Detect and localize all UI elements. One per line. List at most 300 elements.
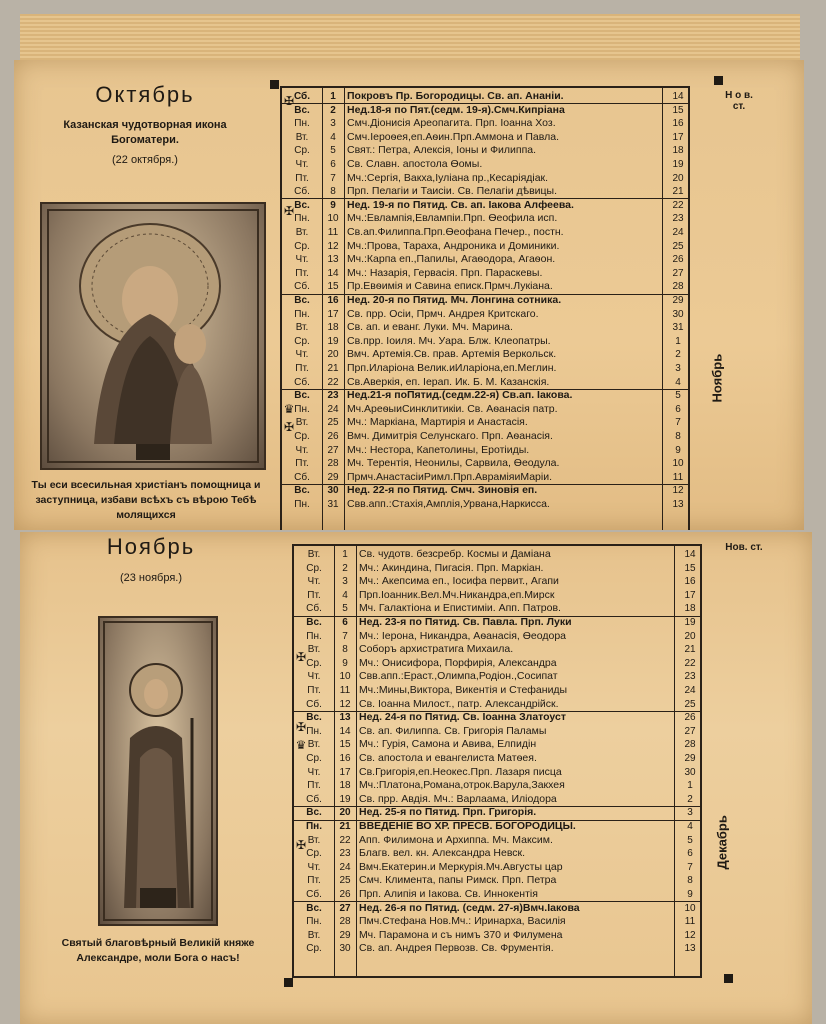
day-number-cell: 27 <box>339 902 351 914</box>
new-style-date-cell: 24 <box>684 685 696 696</box>
day-number-cell: 14 <box>339 725 351 737</box>
november-page <box>20 532 812 1024</box>
new-style-date-cell: 26 <box>684 712 696 724</box>
day-number-cell: 28 <box>339 916 351 928</box>
calendar-row <box>294 862 703 874</box>
weekday-cell: Пн. <box>306 630 322 642</box>
weekday-cell: Пт. <box>295 172 309 184</box>
saint-text-cell: Мч.: Акепсима еп., Іосифа первит., Агапи <box>359 576 559 588</box>
weekday-cell: Сб. <box>294 376 310 388</box>
saint-text-cell: Свв.апп.:Стахія,Амплія,Урвана,Наркисса. <box>347 499 550 510</box>
week-separator <box>294 616 700 617</box>
new-style-date-cell: 6 <box>675 403 681 415</box>
saint-text-cell: Мч. Терентія, Неонилы, Сарвила, Ѳеодула. <box>347 458 560 470</box>
corner-mark <box>724 974 733 983</box>
weekday-cell: Ср. <box>294 145 310 157</box>
calendar-row <box>294 767 703 779</box>
day-number-cell: 26 <box>327 431 339 442</box>
calendar-row <box>294 563 703 575</box>
new-style-date-cell: 7 <box>675 417 681 429</box>
saint-text-cell: Вмч. Димитрія Селунскаго. Прп. Аѳанасія. <box>347 431 553 442</box>
saint-text-cell: Св. ап. Филиппа. Св. Григорія Паламы <box>359 725 547 737</box>
saint-text-cell: Нед. 22-я по Пятид. Смч. Зиновія еп. <box>347 485 538 497</box>
day-number-cell: 5 <box>342 603 348 615</box>
weekday-cell: Вс. <box>294 104 310 116</box>
day-number-cell: 24 <box>339 861 351 873</box>
weekday-cell: Пт. <box>307 875 321 887</box>
calendar-row <box>294 712 703 724</box>
weekday-cell: Чт. <box>307 861 321 873</box>
new-style-date-cell: 8 <box>687 875 693 887</box>
day-number-cell: 7 <box>342 630 348 642</box>
calendar-row <box>294 753 703 765</box>
weekday-cell: Ср. <box>306 848 322 860</box>
saint-text-cell: Мч. Парамона и съ нимъ 370 и Филумена <box>359 929 563 941</box>
weekday-cell: Вс. <box>306 617 322 628</box>
day-number-cell: 31 <box>327 499 339 510</box>
cross-icon: ✠ <box>283 94 295 108</box>
new-style-date-cell: 14 <box>672 91 684 102</box>
saint-text-cell: Прп. Пелагіи и Таисіи. Св. Пелагіи дѣвицы. <box>347 186 557 198</box>
day-number-cell: 22 <box>327 376 339 388</box>
saint-text-cell: Св. ап. Андрея Первозв. Св. Фрументія. <box>359 943 554 955</box>
new-style-date-cell: 5 <box>687 834 693 846</box>
weekday-cell: Сб. <box>306 889 322 900</box>
calendar-row <box>294 726 703 738</box>
day-number-cell: 11 <box>327 227 339 238</box>
calendar-row <box>294 671 703 683</box>
saint-text-cell: Мч.:Сергія, Вакха,Іуліана пр.,Кесаріядіак. <box>347 172 549 184</box>
new-style-date-cell: 26 <box>672 254 684 266</box>
day-number-cell: 22 <box>339 834 351 846</box>
weekday-cell: Вт. <box>307 739 321 751</box>
calendar-row <box>294 699 703 711</box>
calendar-row <box>282 118 691 130</box>
new-style-date-cell: 17 <box>672 131 684 143</box>
cross-icon: ✠ <box>283 204 295 218</box>
saint-text-cell: Св. прр. Авдія. Мч.: Варлаама, Иліодора <box>359 793 557 805</box>
calendar-row <box>282 322 691 334</box>
weekday-cell: Пн. <box>305 821 322 832</box>
weekday-cell: Вс. <box>294 295 310 306</box>
calendar-row <box>282 309 691 321</box>
new-style-date-cell: 23 <box>672 213 684 225</box>
day-number-cell: 9 <box>330 199 336 211</box>
calendar-row <box>294 807 703 819</box>
weekday-cell: Вс. <box>294 485 310 497</box>
saint-text-cell: Мч.: Назарія, Гервасія. Прп. Параскевы. <box>347 267 543 279</box>
weekday-cell: Чт. <box>295 349 309 361</box>
weekday-cell: Сб. <box>293 91 311 102</box>
cross-icon: ✠ <box>295 838 307 852</box>
calendar-row <box>294 821 703 833</box>
calendar-row <box>282 281 691 293</box>
calendar-row <box>282 404 691 416</box>
day-number-cell: 4 <box>342 589 348 601</box>
new-style-date-cell: 4 <box>675 376 681 388</box>
new-style-date-cell: 25 <box>672 240 684 252</box>
day-number-cell: 28 <box>327 458 339 470</box>
november-prayer: Святый благовѣрный Великій княже Александре, моли Бога о насъ! <box>61 937 255 964</box>
day-number-cell: 17 <box>339 766 351 778</box>
day-number-cell: 20 <box>339 807 351 819</box>
new-style-date-cell: 1 <box>687 780 693 792</box>
calendar-row <box>282 431 691 443</box>
new-style-date-cell: 29 <box>684 753 696 764</box>
saint-text-cell: Покровъ Пр. Богородицы. Св. ап. Ананіи. <box>347 91 564 102</box>
calendar-row <box>282 485 691 497</box>
weekday-cell: Сб. <box>306 698 322 710</box>
new-style-date-cell: 17 <box>684 589 696 601</box>
day-number-cell: 26 <box>339 889 351 900</box>
calendar-row <box>282 213 691 225</box>
saint-text-cell: Нед. 24-я по Пятид. Св. Іоанна Златоуст <box>359 712 566 724</box>
weekday-cell: Ср. <box>294 240 310 252</box>
saint-text-cell: Нед.21-я поПятид.(седм.22-я) Св.ап. Іакова. <box>347 390 573 402</box>
weekday-cell: Вс. <box>294 199 310 211</box>
corner-mark <box>270 80 279 89</box>
new-style-date-cell: 7 <box>687 861 693 873</box>
new-style-date-cell: 14 <box>684 549 696 560</box>
weekday-cell: Сб. <box>306 603 322 615</box>
saint-text-cell: Свят.: Петра, Алексія, Іоны и Филиппа. <box>347 145 537 157</box>
calendar-row <box>282 377 691 389</box>
week-separator <box>282 294 688 295</box>
calendar-row <box>282 295 691 307</box>
week-separator <box>282 103 688 104</box>
saint-text-cell: Мч.: Маркіана, Мартирія и Анастасія. <box>347 417 528 429</box>
day-number-cell: 8 <box>342 644 348 656</box>
calendar-row <box>282 349 691 361</box>
weekday-cell: Чт. <box>295 444 309 456</box>
saint-text-cell: Св. Славн. апостола Ѳомы. <box>347 159 483 170</box>
new-style-date-cell: 2 <box>675 349 681 361</box>
october-feast-markers <box>282 90 300 520</box>
day-number-cell: 27 <box>327 444 339 456</box>
weekday-cell: Пт. <box>307 685 321 696</box>
calendar-row <box>282 254 691 266</box>
week-separator <box>294 820 700 821</box>
day-number-cell: 16 <box>327 295 339 306</box>
saint-text-cell: Нед.18-я по Пят.(седм. 19-я).Смч.Кипріана <box>347 104 565 116</box>
weekday-cell: Чт. <box>307 671 321 683</box>
day-number-cell: 14 <box>327 267 339 279</box>
saint-text-cell: Прп. Алипія и Іакова. Св. Иннокентія <box>359 889 538 900</box>
weekday-cell: Пн. <box>294 308 310 320</box>
day-number-cell: 3 <box>342 576 348 588</box>
saint-text-cell: ВВЕДЕНІЕ ВО ХР. ПРЕСВ. БОГОРОДИЦЫ. <box>359 821 576 832</box>
new-style-date-cell: 28 <box>672 281 684 293</box>
saint-text-cell: Мч.АреѳыиСинклитикіи. Св. Аѳанасія патр. <box>347 403 558 415</box>
november-feast-date: (23 ноября.) <box>119 572 183 584</box>
saint-text-cell: Свв.апп.:Ераст.,Олимпа,Родіон.,Сосипат <box>359 671 558 683</box>
saint-text-cell: Мч.: Гурія, Самона и Авива, Елпидін <box>359 739 537 751</box>
october-new-style-header: Н о в. ст. <box>725 90 753 112</box>
calendar-row <box>282 159 691 171</box>
weekday-cell: Пн. <box>306 725 322 737</box>
weekday-cell: Пт. <box>307 589 321 601</box>
day-number-cell: 11 <box>339 685 351 696</box>
saint-text-cell: Смч.Діонисія Ареопагита. Прп. Іоанна Хоз. <box>347 118 556 130</box>
weekday-cell: Сб. <box>294 281 310 293</box>
november-feast-markers <box>294 548 312 968</box>
calendar-row <box>282 241 691 253</box>
weekday-cell: Пн. <box>294 403 310 415</box>
weekday-cell: Чт. <box>307 576 321 588</box>
new-style-date-cell: 8 <box>675 431 681 442</box>
calendar-row <box>294 903 703 915</box>
calendar-row <box>282 227 691 239</box>
alexander-nevsky-drawing <box>100 618 216 924</box>
calendar-row <box>282 445 691 457</box>
weekday-cell: Пт. <box>295 363 309 374</box>
saint-text-cell: Мч.:Мины,Виктора, Викентія и Стефаниды <box>359 685 568 696</box>
saint-text-cell: Св.прр. Іоиля. Мч. Уара. Блж. Клеопатры. <box>347 335 551 347</box>
week-separator <box>282 484 688 485</box>
new-style-date-cell: 30 <box>672 308 684 320</box>
cross-icon: ✠ <box>283 420 295 434</box>
cross-icon: ✠ <box>295 650 307 664</box>
weekday-cell: Вт. <box>295 131 309 143</box>
new-style-date-cell: 18 <box>672 145 684 157</box>
saint-text-cell: Нед. 19-я по Пятид. Св. ап. Іакова Алфеева. <box>347 199 574 211</box>
kazan-icon-image <box>40 202 266 470</box>
saint-text-cell: Мч.:Карпа еп.,Папилы, Агаѳодора, Агаѳон. <box>347 254 556 266</box>
weekday-cell: Вс. <box>306 807 322 819</box>
saint-text-cell: Св. Іоанна Милост., патр. Александрійск. <box>359 698 559 710</box>
calendar-row <box>282 268 691 280</box>
weekday-cell: Ср. <box>294 431 310 442</box>
new-style-date-cell: 20 <box>684 630 696 642</box>
day-number-cell: 1 <box>342 549 348 560</box>
new-style-date-cell: 6 <box>687 848 693 860</box>
saint-text-cell: Св.ап.Филиппа.Прп.Ѳеофана Печер., постн. <box>347 227 564 238</box>
calendar-row <box>294 916 703 928</box>
new-style-date-cell: 10 <box>672 458 684 470</box>
saint-text-cell: Нед. 23-я по Пятид. Св. Павла. Прп. Луки <box>359 617 572 628</box>
day-number-cell: 5 <box>330 145 336 157</box>
calendar-row <box>294 658 703 670</box>
saint-text-cell: Св.Григорія,еп.Неокес.Прп. Лазаря писца <box>359 766 562 778</box>
day-number-cell: 8 <box>330 186 336 198</box>
calendar-row <box>282 336 691 348</box>
day-number-cell: 2 <box>330 104 336 116</box>
day-number-cell: 18 <box>339 780 351 792</box>
new-style-date-cell: 5 <box>675 390 681 402</box>
page-edge <box>20 14 800 60</box>
calendar-row <box>282 132 691 144</box>
calendar-row <box>282 186 691 198</box>
weekday-cell: Вт. <box>295 322 309 334</box>
calendar-row <box>282 417 691 429</box>
saint-text-cell: Св. ап. и еванг. Луки. Мч. Марина. <box>347 322 513 334</box>
saint-text-cell: Мч.:Платона,Романа,отрок.Варула,Закхея <box>359 780 565 792</box>
saint-text-cell: Нед. 26-я по Пятид. (седм. 27-я)Вмч.Іакова <box>359 902 580 914</box>
new-style-date-cell: 16 <box>684 576 696 588</box>
weekday-cell: Сб. <box>294 471 310 483</box>
week-separator <box>294 806 700 807</box>
calendar-row <box>294 603 703 615</box>
day-number-cell: 3 <box>330 118 336 130</box>
saint-text-cell: Нед. 20-я по Пятид. Мч. Лонгина сотника. <box>347 295 562 306</box>
calendar-row <box>282 91 691 103</box>
weekday-cell: Чт. <box>295 254 309 266</box>
october-page <box>14 60 804 530</box>
calendar-row <box>294 930 703 942</box>
calendar-row <box>294 617 703 629</box>
day-number-cell: 21 <box>327 363 339 374</box>
new-style-date-cell: 9 <box>687 889 693 900</box>
saint-text-cell: Пр.Евѳимія и Савина еписк.Прмч.Лукіана. <box>347 281 553 293</box>
new-style-date-cell: 20 <box>672 172 684 184</box>
weekday-cell: Вт. <box>295 227 309 238</box>
weekday-cell: Ср. <box>306 657 322 669</box>
day-number-cell: 13 <box>327 254 339 266</box>
calendar-row <box>294 590 703 602</box>
calendar-row <box>282 458 691 470</box>
calendar-row <box>294 549 703 561</box>
weekday-cell: Вс. <box>294 390 310 402</box>
new-style-date-cell: 30 <box>684 766 696 778</box>
new-style-date-cell: 23 <box>684 671 696 683</box>
saint-text-cell: Мч.: Онисифора, Порфирія, Александра <box>359 657 557 669</box>
saint-text-cell: Апп. Филимона и Архиппа. Мч. Максим. <box>359 834 553 846</box>
new-style-date-cell: 11 <box>684 916 696 928</box>
weekday-cell: Чт. <box>307 766 321 778</box>
saint-text-cell: Смч. Климента, папы Римск. Прп. Петра <box>359 875 557 887</box>
day-number-cell: 7 <box>330 172 336 184</box>
week-separator <box>282 198 688 199</box>
week-separator <box>282 389 688 390</box>
calendar-row <box>294 685 703 697</box>
october-icon-caption: Казанская чудотворная икона Богоматери. <box>63 119 227 146</box>
weekday-cell: Пн. <box>294 213 310 225</box>
day-number-cell: 13 <box>339 712 351 724</box>
day-number-cell: 6 <box>330 159 336 170</box>
saint-text-cell: Мч.:Прова, Тараха, Андроника и Доминики. <box>347 240 560 252</box>
saint-text-cell: Мч. Галактіона и Епистиміи. Апп. Патров. <box>359 603 561 615</box>
day-number-cell: 1 <box>330 91 336 102</box>
new-style-date-cell: 28 <box>684 739 696 751</box>
weekday-cell: Вт. <box>307 834 321 846</box>
day-number-cell: 24 <box>327 403 339 415</box>
new-style-date-cell: 4 <box>687 821 693 832</box>
october-new-month-label: Ноябрь <box>709 353 725 403</box>
weekday-cell: Пн. <box>294 118 310 130</box>
day-number-cell: 4 <box>330 131 336 143</box>
new-style-date-cell: 21 <box>672 186 684 198</box>
saint-text-cell: Соборъ архистратига Михаила. <box>359 644 514 656</box>
weekday-cell: Ср. <box>294 335 310 347</box>
saint-text-cell: Прп.Иларіона Велик.иИларіона,еп.Меглин. <box>347 363 557 374</box>
new-style-date-cell: 10 <box>684 902 696 914</box>
day-number-cell: 16 <box>339 753 351 764</box>
crown-icon: ♛ <box>295 738 307 752</box>
day-number-cell: 19 <box>327 335 339 347</box>
calendar-row <box>294 644 703 656</box>
calendar-row <box>282 390 691 402</box>
day-number-cell: 12 <box>339 698 351 710</box>
weekday-cell: Ср. <box>306 562 322 574</box>
calendar-row <box>294 889 703 901</box>
saint-text-cell: Прмч.АнастасіиРимл.Прп.АвраміяиМаріи. <box>347 471 553 483</box>
october-prayer: Ты еси всесильная христіанъ помощница и заступница, избави всѣхъ съ вѣрою Тебѣ молящихся <box>31 479 261 521</box>
cross-icon: ✠ <box>295 720 307 734</box>
saint-text-cell: Св. апостола и евангелиста Матѳея. <box>359 753 537 764</box>
october-feast-date: (22 октября.) <box>112 154 178 166</box>
day-number-cell: 29 <box>327 471 339 483</box>
day-number-cell: 6 <box>342 617 348 628</box>
saint-text-cell: Мч.: Нестора, Капетолины, Еротіиды. <box>347 444 530 456</box>
new-style-date-cell: 18 <box>684 603 696 615</box>
november-calendar-grid <box>292 544 702 978</box>
day-number-cell: 10 <box>327 213 339 225</box>
weekday-cell: Пт. <box>307 780 321 792</box>
saint-text-cell: Мч.:Евлампія,Евлампіи.Прп. Ѳеофила исп. <box>347 213 558 225</box>
weekday-cell: Ср. <box>306 753 322 764</box>
weekday-cell: Чт. <box>295 159 309 170</box>
weekday-cell: Пн. <box>306 916 322 928</box>
weekday-cell: Сб. <box>294 186 310 198</box>
new-style-date-cell: 3 <box>675 363 681 374</box>
weekday-cell: Вт. <box>307 549 321 560</box>
calendar-row <box>282 105 691 117</box>
new-style-date-cell: 3 <box>687 807 693 819</box>
corner-mark <box>284 978 293 987</box>
weekday-cell: Вт. <box>295 417 309 429</box>
new-style-date-cell: 19 <box>684 617 696 628</box>
day-number-cell: 2 <box>342 562 348 574</box>
weekday-cell: Пт. <box>295 458 309 470</box>
november-new-month-label: Декабрь <box>714 815 730 870</box>
day-number-cell: 30 <box>327 485 339 497</box>
october-calendar-grid <box>280 86 690 530</box>
saint-text-cell: Прп.Іоанник.Вел.Мч.Никандра,еп.Мирск <box>359 589 555 601</box>
new-style-date-cell: 12 <box>684 929 696 941</box>
new-style-date-cell: 1 <box>675 335 681 347</box>
new-style-date-cell: 24 <box>672 227 684 238</box>
day-number-cell: 19 <box>339 793 351 805</box>
calendar-row <box>294 835 703 847</box>
new-style-date-cell: 31 <box>672 322 684 334</box>
day-number-cell: 17 <box>327 308 339 320</box>
saint-text-cell: Смч.Іероѳея,еп.Аѳин.Прп.Аммона и Павла. <box>347 131 559 143</box>
weekday-cell: Вт. <box>307 644 321 656</box>
new-style-date-cell: 29 <box>672 295 684 306</box>
calendar-row <box>294 848 703 860</box>
saint-text-cell: Вмч.Екатерин.и Меркурія.Мч.Августы цар <box>359 861 563 873</box>
day-number-cell: 30 <box>339 943 351 955</box>
day-number-cell: 10 <box>339 671 351 683</box>
day-number-cell: 18 <box>327 322 339 334</box>
new-style-date-cell: 12 <box>672 485 684 497</box>
saint-text-cell: Св. чудотв. безсребр. Космы и Даміана <box>359 549 551 560</box>
day-number-cell: 29 <box>339 929 351 941</box>
day-number-cell: 25 <box>327 417 339 429</box>
saint-text-cell: Св. прр. Осіи, Прмч. Андрея Критскаго. <box>347 308 539 320</box>
day-number-cell: 15 <box>327 281 339 293</box>
calendar-row <box>282 200 691 212</box>
day-number-cell: 23 <box>327 390 339 402</box>
calendar-row <box>294 780 703 792</box>
new-style-date-cell: 9 <box>675 444 681 456</box>
calendar-row <box>294 576 703 588</box>
saint-text-cell: Мч.: Іерона, Никандра, Аѳанасія, Ѳеодора <box>359 630 566 642</box>
weekday-cell: Вс. <box>306 712 322 724</box>
day-number-cell: 9 <box>342 657 348 669</box>
calendar-row <box>294 794 703 806</box>
saint-text-cell: Мч.: Акиндина, Пигасія. Прп. Маркіан. <box>359 562 544 574</box>
